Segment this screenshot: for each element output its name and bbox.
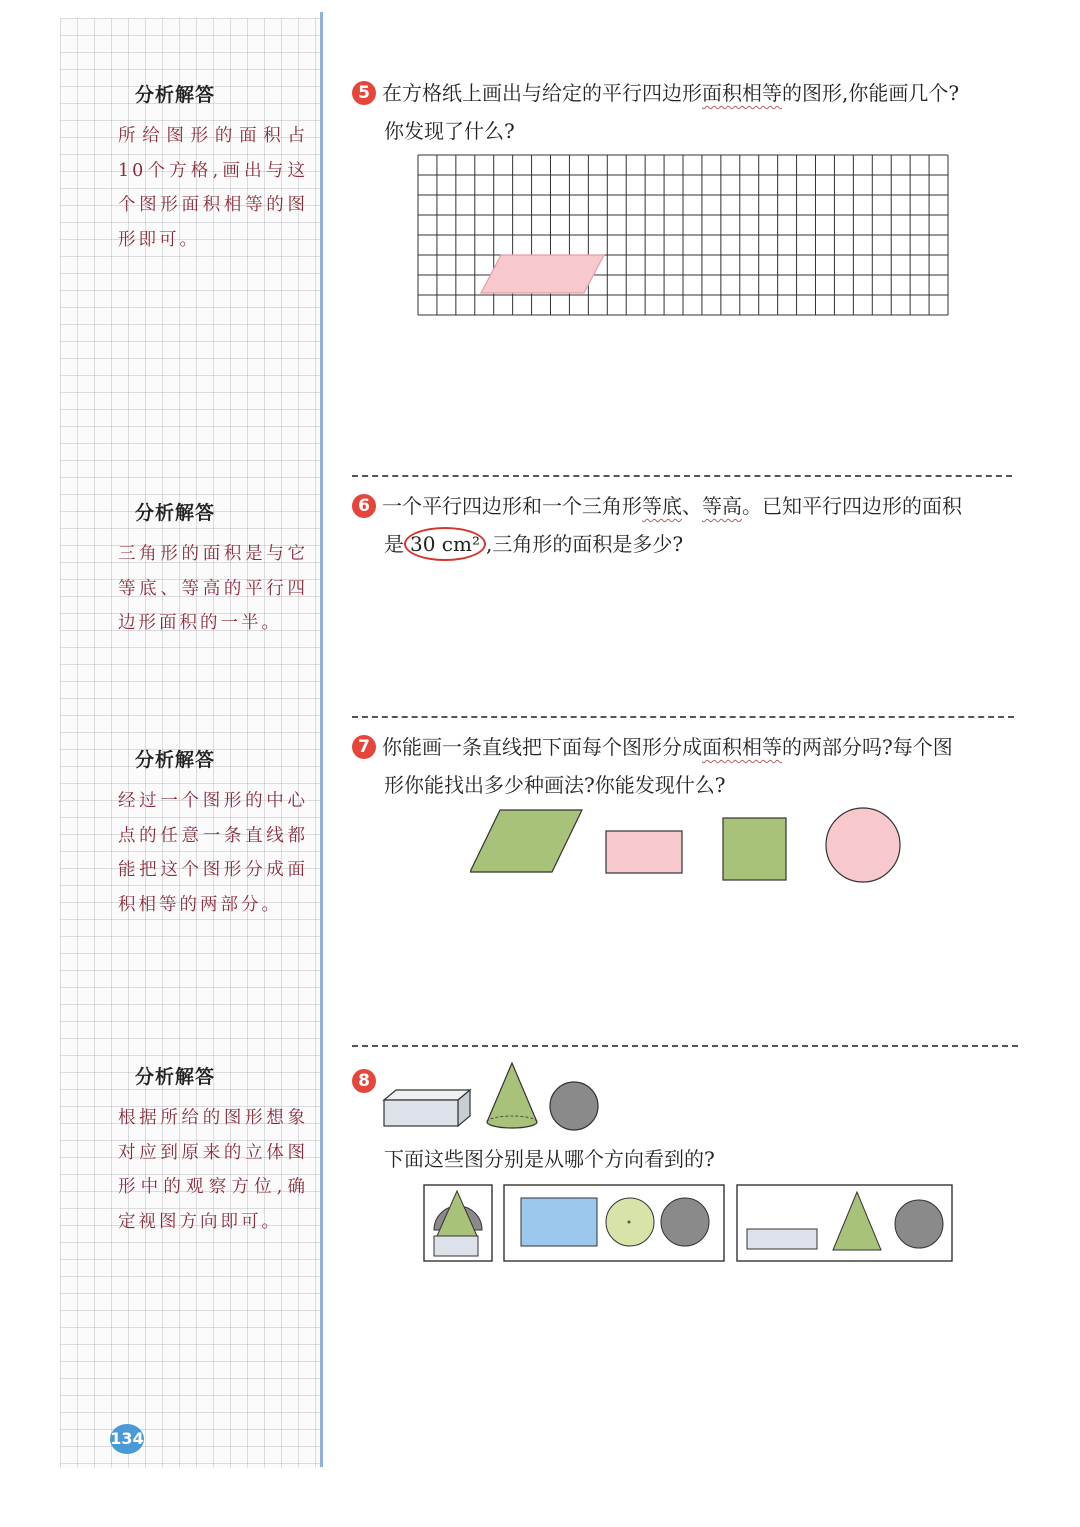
q6-line2-post: ,三角形的面积是多少? [486,532,684,556]
q8-question: 下面这些图分别是从哪个方向看到的? [384,1147,715,1171]
section-divider [352,475,1012,477]
view2-cuboid [521,1198,597,1246]
tip-body: 经过一个图形的中心点的任意一条直线都能把这个图形分成面积相等的两部分。 [118,791,308,915]
cuboid-front-face [384,1100,458,1126]
q8-views [423,1184,955,1264]
tip-title: 分析解答 [135,502,216,524]
circle-shape[interactable] [826,808,900,882]
q6-text-pre: 一个平行四边形和一个三角形 [382,494,642,518]
q5-text-pre: 在方格纸上画出与给定的平行四边形 [382,81,702,105]
view2-cone-apex [628,1221,631,1224]
sidebar-divider [320,12,323,1467]
tip-title: 分析解答 [135,1066,216,1088]
square-shape[interactable] [723,818,786,880]
q7-text-line2: 形你能找出多少种画法?你能发现什么? [384,773,726,797]
grid-paper[interactable] [417,154,949,316]
q7-emphasis: 面积相等 [702,735,782,759]
given-parallelogram [481,255,604,293]
question-number: 6 [352,494,376,518]
q5-text-line2: 你发现了什么? [384,119,515,143]
rectangle-shape[interactable] [606,831,682,873]
circled-area-value: 30 cm² [404,527,486,561]
q5-text-post: 的图形,你能画几个? [782,81,960,105]
question-8-prompt [352,1140,1017,1178]
q6-line2-pre: 是 [384,532,404,556]
question-number: 5 [352,81,376,105]
tip-body: 三角形的面积是与它等底、等高的平行四边形面积的一半。 [118,544,308,633]
tip-q8 [118,1062,308,1239]
question-6 [352,487,1017,563]
tip-body: 所给图形的面积占10个方格,画出与这个图形面积相等的图形即可。 [118,126,308,250]
question-number: 8 [352,1069,376,1093]
tip-body: 根据所给的图形想象对应到原来的立体图形中的观察方位,确定视图方向即可。 [118,1108,308,1232]
view3-sphere [895,1200,943,1248]
q7-text-pre: 你能画一条直线把下面每个图形分成 [382,735,702,759]
tip-q7 [118,745,308,922]
sphere-solid [550,1082,598,1130]
parallelogram-shape[interactable] [470,810,582,872]
q6-line2 [352,525,1017,563]
q6-sep: 、 [682,494,702,518]
tip-q6 [118,498,308,641]
q6-emphasis-height: 等高 [702,494,742,518]
q7-shapes [470,806,910,890]
q7-text-post: 的两部分吗?每个图 [782,735,953,759]
question-number: 7 [352,735,376,759]
cuboid-top-face [384,1090,470,1100]
q5-emphasis: 面积相等 [702,81,782,105]
section-divider [352,716,1014,718]
tip-q5 [118,80,308,257]
view3-cuboid [747,1229,817,1249]
q6-text-post: 。已知平行四边形的面积 [742,494,962,518]
question-5 [352,74,1017,150]
page-number: 134 [110,1424,144,1454]
view1-cuboid [434,1236,478,1256]
q6-emphasis-base: 等底 [642,494,682,518]
cone-solid [487,1063,537,1128]
section-divider [352,1045,1018,1047]
tip-title: 分析解答 [135,84,216,106]
view2-sphere [661,1198,709,1246]
question-7 [352,728,1017,804]
tip-title: 分析解答 [135,749,216,771]
q8-solids [380,1060,610,1135]
